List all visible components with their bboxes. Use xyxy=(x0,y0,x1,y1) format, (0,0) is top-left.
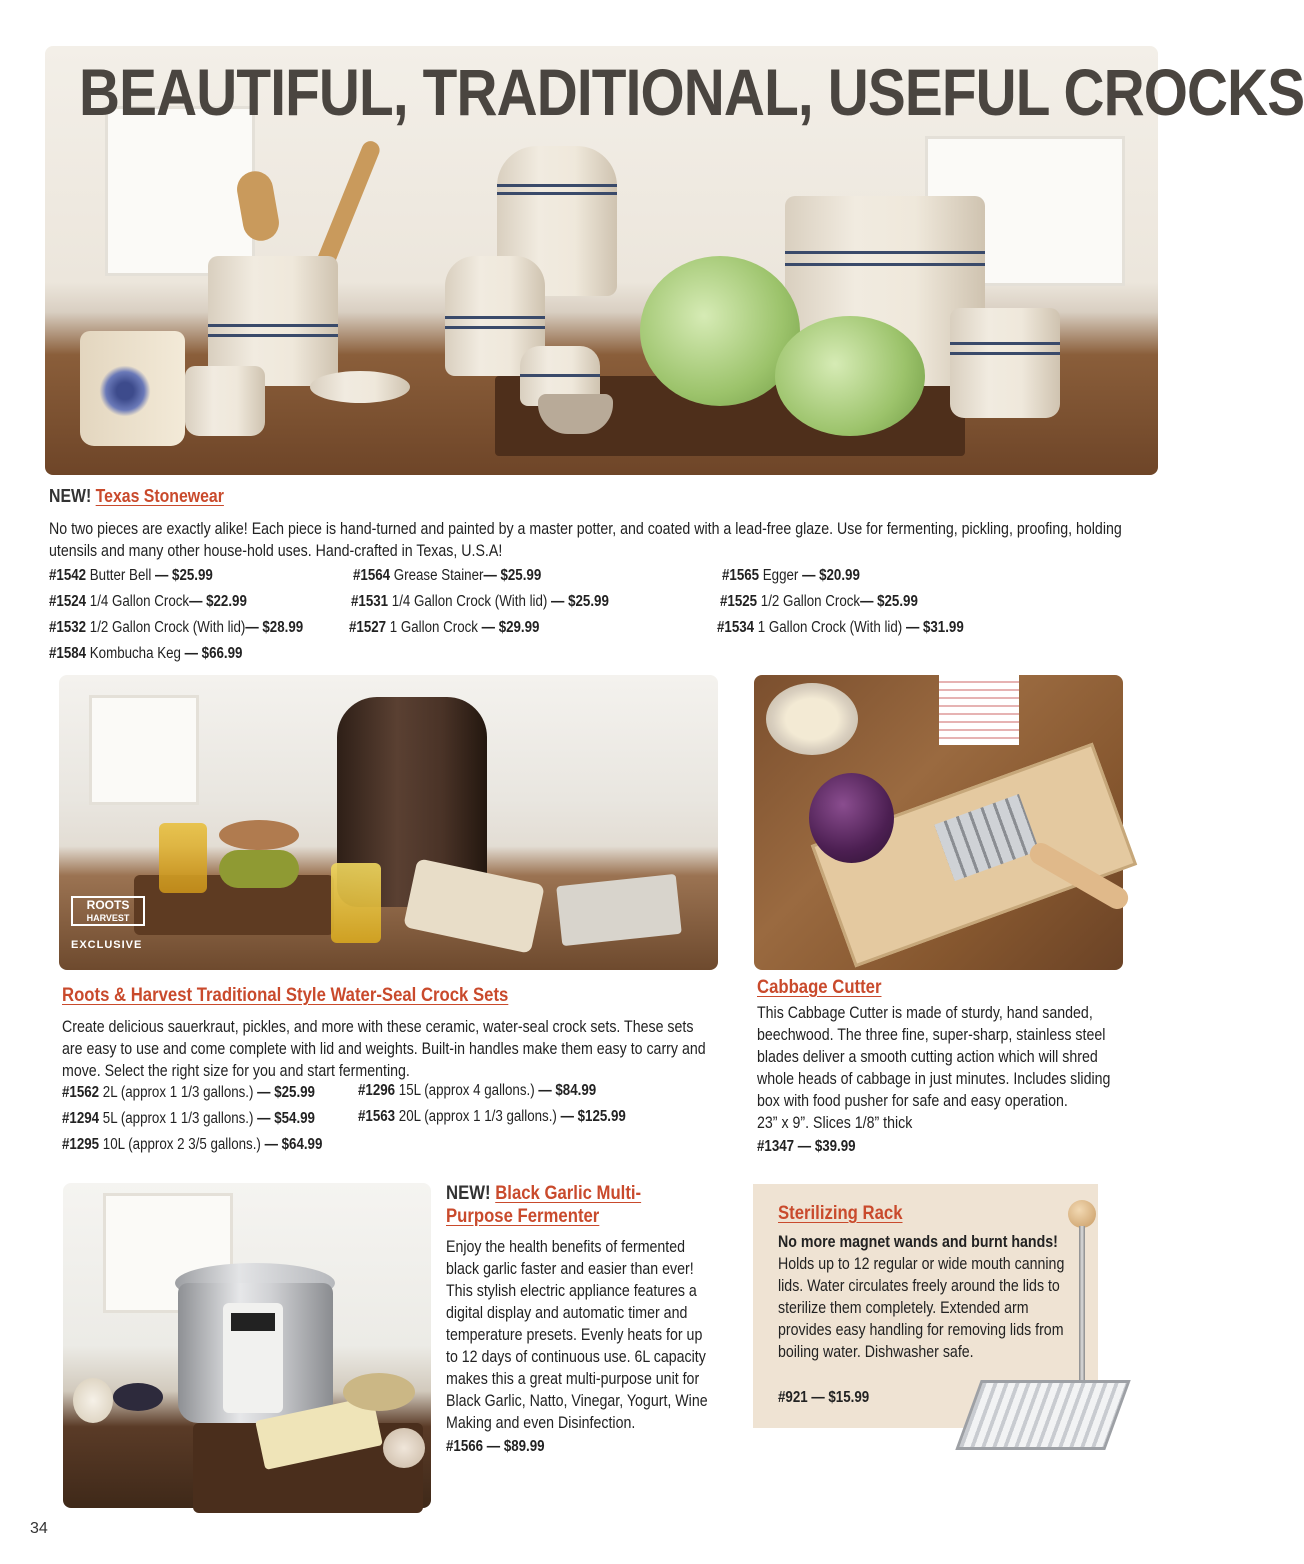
product-item: #1564 Grease Stainer— $25.99 xyxy=(353,567,542,584)
cabbage-cutter-photo xyxy=(754,675,1123,970)
butter-bell xyxy=(185,366,265,436)
texas-title: Texas Stonewear xyxy=(95,486,224,506)
garlic-bulb xyxy=(73,1378,113,1423)
product-item: #1565 Egger — $20.99 xyxy=(722,567,860,584)
dish-towel xyxy=(939,675,1019,745)
window xyxy=(89,695,199,805)
rack-title: Sterilizing Rack xyxy=(778,1203,903,1224)
new-label: NEW! xyxy=(49,486,92,506)
spread-bowl xyxy=(343,1373,415,1411)
product-item: #1542 Butter Bell — $25.99 xyxy=(49,567,213,584)
rack-handle xyxy=(1079,1226,1085,1406)
pickles xyxy=(219,850,299,888)
cutter-blades xyxy=(934,794,1039,881)
fermenter-title-line2: Purpose Fermenter xyxy=(446,1206,600,1227)
texas-heading xyxy=(49,486,224,507)
page-title: BEAUTIFUL, TRADITIONAL, USEFUL CROCKS xyxy=(79,55,1304,129)
product-item: #1294 5L (approx 1 1/3 gallons.) — $54.99 xyxy=(62,1110,315,1127)
product-item: #1534 1 Gallon Crock (With lid) — $31.99 xyxy=(717,619,964,636)
control-panel xyxy=(223,1303,283,1413)
product-item: #921 — $15.99 xyxy=(778,1389,870,1406)
fermenter-photo xyxy=(63,1183,431,1508)
product-item: #1296 15L (approx 4 gallons.) — $84.99 xyxy=(358,1082,597,1099)
cutter-title: Cabbage Cutter xyxy=(757,977,882,998)
spice-bowl xyxy=(219,820,299,850)
pickle-jar xyxy=(331,863,381,943)
rack-lead: No more magnet wands and burnt hands! xyxy=(778,1233,1058,1251)
cabbage-half xyxy=(775,316,925,436)
roots-harvest-logo: ROOTS HARVEST xyxy=(71,896,145,926)
rack-description xyxy=(778,1231,1070,1363)
cutter-description: This Cabbage Cutter is made of sturdy, hand sanded, beechwood. The three fine, super-sharp, stainless steel blades deliver a smooth cutting action which will shred whole heads of cabbage in just minutes. Includes sliding box with food pusher for safe and easy operation. xyxy=(757,1004,1111,1110)
egger xyxy=(310,371,410,403)
medium-crock xyxy=(950,308,1060,418)
page-number: 34 xyxy=(30,1520,48,1537)
product-item: #1532 1/2 Gallon Crock (With lid)— $28.99 xyxy=(49,619,304,636)
fermenter-heading xyxy=(446,1183,641,1205)
product-item: #1566 — $89.99 xyxy=(446,1438,545,1455)
new-label: NEW! xyxy=(446,1183,491,1204)
sauerkraut-bowl xyxy=(766,683,858,755)
product-item: #1525 1/2 Gallon Crock— $25.99 xyxy=(720,593,918,610)
product-item: #1527 1 Gallon Crock — $29.99 xyxy=(349,619,540,636)
lid-rack xyxy=(955,1380,1130,1450)
crock-weights xyxy=(403,858,545,953)
cutter-size: 23” x 9”. Slices 1/8” thick xyxy=(757,1114,913,1132)
product-item: #1347 — $39.99 xyxy=(757,1138,856,1155)
garlic-bulb xyxy=(383,1428,425,1468)
flower-crock xyxy=(80,331,185,446)
exclusive-label: EXCLUSIVE xyxy=(71,939,143,951)
fermenter-title-line1: Black Garlic Multi- xyxy=(495,1183,642,1204)
napkin xyxy=(556,874,682,946)
product-item: #1524 1/4 Gallon Crock— $22.99 xyxy=(49,593,247,610)
black-garlic-bowl xyxy=(113,1383,163,1411)
fermenter-description: Enjoy the health benefits of fermented black garlic faster and easier than ever! This stylish electric appliance features a digital display and automatic timer and temperature presets. Evenly heats for up to 12 days of continuous use. 6L capacity makes this a great multi-purpose unit for Black Garlic, Natto, Vinegar, Yogurt, Wine Making and even Disinfection. xyxy=(446,1238,708,1432)
product-item: #1562 2L (approx 1 1/3 gallons.) — $25.99 xyxy=(62,1084,315,1101)
window xyxy=(105,106,255,276)
texas-description: No two pieces are exactly alike! Each piece is hand-turned and painted by a master potter, and coated with a lead-free glaze. Use for fermenting, pickling, proofing, holding utensils and many other house-hold uses. Hand-crafted in Texas, U.S.A! xyxy=(49,520,1122,560)
roots-description: Create delicious sauerkraut, pickles, and more with these ceramic, water-seal crock sets. These sets are easy to use and come complete with lid and weights. Built-in handles make them easy to carry and move. Select the right size for you and start fermenting. xyxy=(62,1018,706,1080)
red-cabbage xyxy=(809,773,894,863)
product-item: #1584 Kombucha Keg — $66.99 xyxy=(49,645,243,662)
rack-knob xyxy=(1068,1200,1096,1228)
digital-display xyxy=(231,1313,275,1331)
hero-photo xyxy=(45,46,1304,475)
rack-body: Holds up to 12 regular or wide mouth canning lids. Water circulates freely around the lids to sterilize them completely. Extended arm provides easy handling for removing lids from boiling water. Dishwasher safe. xyxy=(778,1255,1065,1361)
product-item: #1295 10L (approx 2 3/5 gallons.) — $64.99 xyxy=(62,1136,323,1153)
product-item: #1531 1/4 Gallon Crock (With lid) — $25.99 xyxy=(351,593,609,610)
roots-title: Roots & Harvest Traditional Style Water-Seal Crock Sets xyxy=(62,985,509,1006)
crock-set-photo xyxy=(59,675,718,970)
product-item: #1563 20L (approx 1 1/3 gallons.) — $125.99 xyxy=(358,1108,626,1125)
pickle-jar xyxy=(159,823,207,893)
black-garlic-fermenter xyxy=(178,1283,333,1423)
